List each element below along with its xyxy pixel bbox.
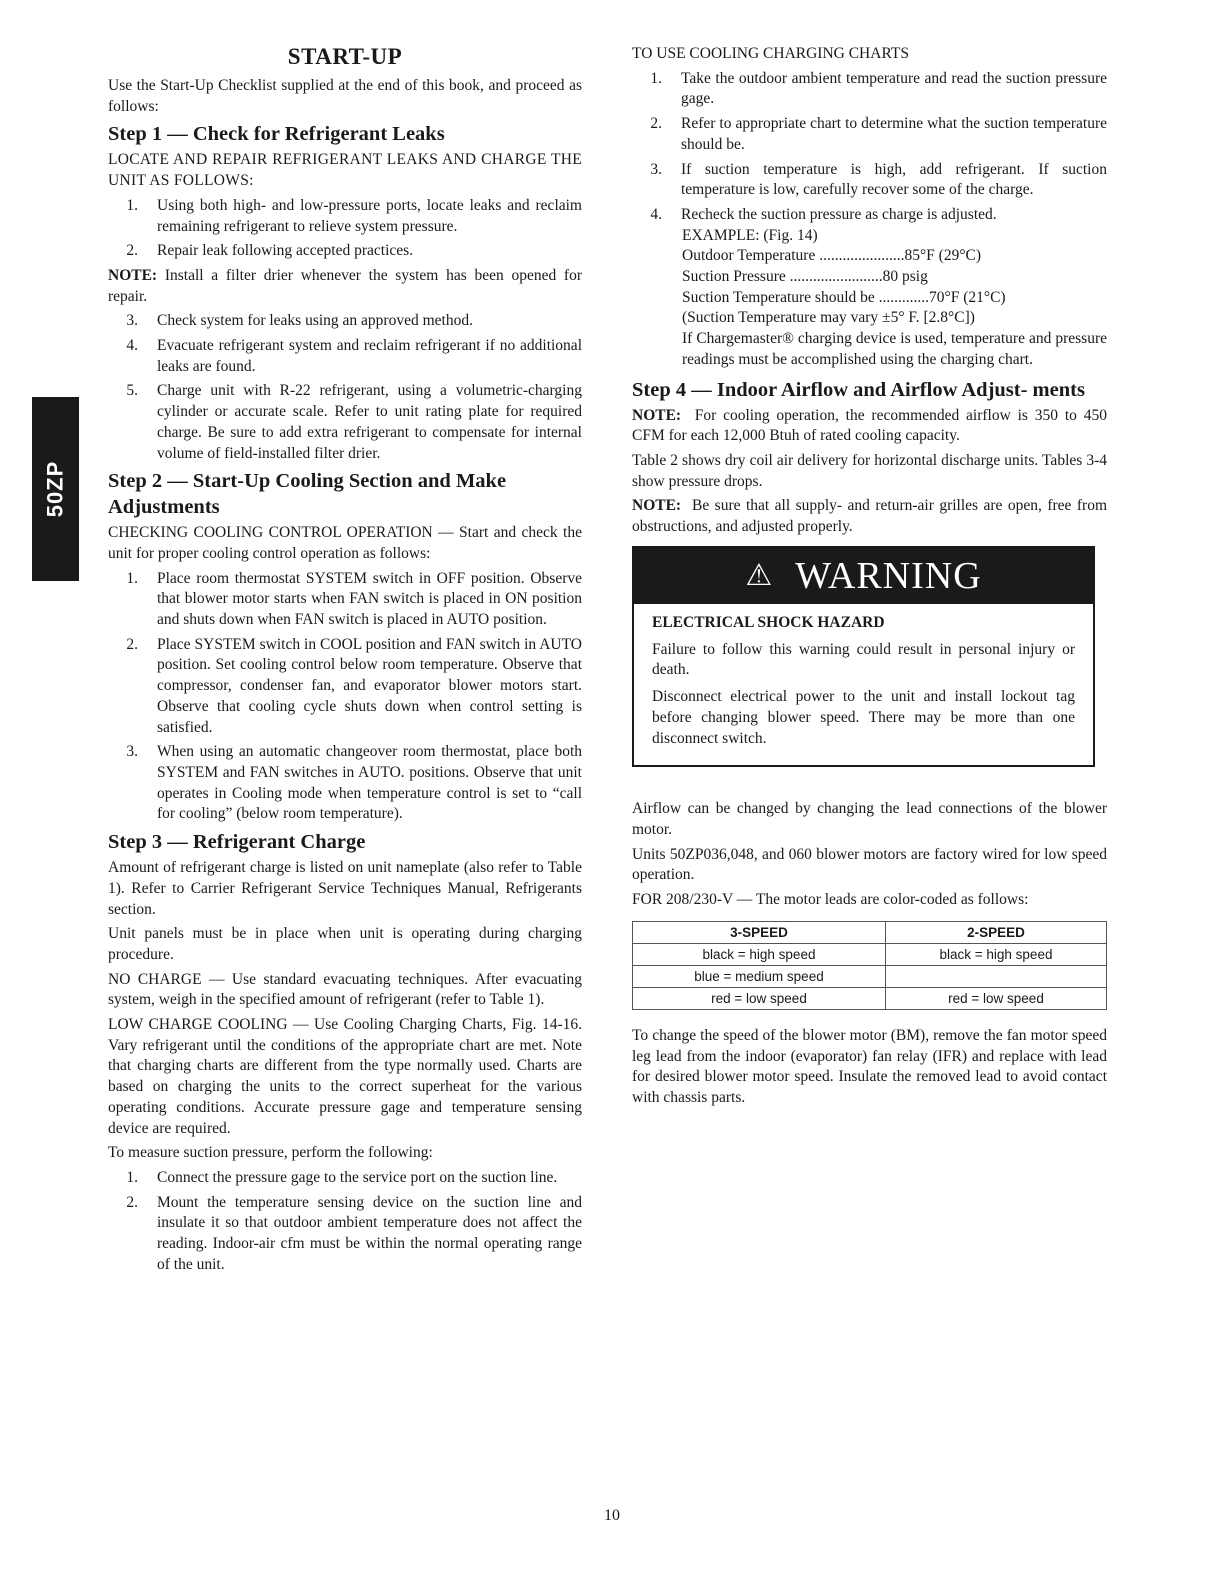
- page-number: 10: [604, 1507, 620, 1524]
- left-column: [108, 44, 582, 1279]
- step1-heading: Step 1 — Check for Refrigerant Leaks: [108, 123, 445, 146]
- section-title: START-UP: [287, 44, 403, 69]
- example-line: Suction Temperature should be .............70°F (21°C): [682, 288, 1006, 306]
- table-cell: red = low speed: [633, 987, 886, 1009]
- table-header: 2-SPEED: [885, 921, 1106, 943]
- warning-triangle-icon: ⚠: [745, 559, 774, 593]
- list-item: 4. Recheck the suction pressure as charge is adjusted.: [650, 205, 997, 223]
- speed-table: [632, 921, 1107, 1010]
- step4-paragraph: Table 2 shows dry coil air delivery for horizontal discharge units. Tables 3-4 show pressure drops.: [632, 451, 1107, 490]
- warning-box: [632, 546, 1095, 768]
- example-line: (Suction Temperature may vary ±5° F. [2.8°C]): [682, 309, 975, 327]
- warning-title: ELECTRICAL SHOCK HAZARD: [652, 613, 885, 631]
- list-item: 3. Check system for leaks using an approved method.: [126, 312, 473, 330]
- table-row: [633, 987, 1107, 1009]
- airflow-paragraph: FOR 208/230-V — The motor leads are color-coded as follows:: [632, 891, 1029, 909]
- side-tab-label: 50ZP: [42, 460, 68, 518]
- example-line: Outdoor Temperature ......................85°F (29°C): [682, 247, 982, 265]
- airflow-paragraph: Airflow can be changed by changing the lead connections of the blower motor.: [632, 800, 1107, 838]
- step3-paragraph: LOW CHARGE COOLING — Use Cooling Charging Charts, Fig. 14-16. Vary refrigerant until the conditions of the appropriate chart are met. Note that charging charts are different from the type normally used. Charts are based on charging the units to the correct superheat for the various operating conditions. Accurate pressure gage and temperature sensing device are required.: [108, 1016, 582, 1137]
- airflow-paragraph: Units 50ZP036,048, and 060 blower motors are factory wired for low speed operation.: [632, 845, 1107, 884]
- table-cell: red = low speed: [885, 987, 1106, 1009]
- step1-lead: LOCATE AND REPAIR REFRIGERANT LEAKS AND CHARGE THE UNIT AS FOLLOWS:: [108, 151, 582, 190]
- example-line: Suction Pressure ........................80 psig: [682, 268, 928, 286]
- step3-paragraph: NO CHARGE — Use standard evacuating techniques. After evacuating system, weigh in the specified amount of refrigerant (refer to Table 1).: [108, 970, 582, 1009]
- list-item: 4. Evacuate refrigerant system and reclaim refrigerant if no additional leaks are found.: [126, 337, 582, 375]
- table-cell: [885, 965, 1106, 987]
- table-cell: blue = medium speed: [633, 965, 886, 987]
- step3-paragraph: To measure suction pressure, perform the following:: [108, 1144, 433, 1162]
- warning-banner-text: WARNING: [795, 554, 982, 597]
- step2-heading: Step 2 — Start-Up Cooling Section and Make Adjustments: [108, 470, 507, 519]
- list-item: 3. If suction temperature is high, add refrigerant. If suction temperature is low, carefully recover some of the charge.: [650, 160, 1107, 199]
- step4-note: NOTE: For cooling operation, the recommended airflow is 350 to 450 CFM for each 12,000 Btuh of rated cooling capacity.: [632, 406, 1107, 445]
- list-item: 2. Place SYSTEM switch in COOL position and FAN switch in AUTO position. Set cooling control below room temperature. Observe that compressor, condenser fan, and evaporator blower motors start. Observe that cooling cycle shuts down when control setting is satisfied.: [126, 635, 582, 736]
- table-cell: black = high speed: [885, 943, 1106, 965]
- list-item: 3. When using an automatic changeover room thermostat, place both SYSTEM and FAN switches in AUTO. positions. Observe that unit operates in Cooling mode when temperature control is set to “call for cooling” (below room temperature).: [126, 743, 582, 823]
- list-item: 1. Using both high- and low-pressure ports, locate leaks and reclaim remaining refrigerant to relieve system pressure.: [126, 196, 582, 235]
- step2-lead: CHECKING COOLING CONTROL OPERATION — Start and check the unit for proper cooling control operation as follows:: [108, 524, 582, 562]
- table-cell: black = high speed: [633, 943, 886, 965]
- example-block: [632, 226, 1107, 371]
- warning-paragraph: Failure to follow this warning could result in personal injury or death.: [652, 640, 1075, 679]
- step4-note: NOTE: Be sure that all supply- and return-air grilles are open, free from obstructions, and adjusted properly.: [632, 497, 1107, 536]
- table-row: [633, 965, 1107, 987]
- list-item: 2. Refer to appropriate chart to determine what the suction temperature should be.: [650, 115, 1107, 153]
- right-column: [632, 44, 1107, 1113]
- list-item: 2. Repair leak following accepted practices.: [126, 242, 414, 260]
- list-item: 5. Charge unit with R-22 refrigerant, using a volumetric-charging cylinder or accurate scale. Refer to unit rating plate for required charge. Be sure to add extra refrigerant to compensate for internal volume of field-installed filter drier.: [126, 382, 582, 462]
- example-line: EXAMPLE: (Fig. 14): [682, 226, 818, 244]
- final-paragraph: To change the speed of the blower motor (BM), remove the fan motor speed leg lead from the indoor (evaporator) fan relay (IFR) and replace with lead for desired blower motor speed. Insulate the removed lead to avoid contact with chassis parts.: [632, 1026, 1107, 1106]
- step3-paragraph: Unit panels must be in place when unit is operating during charging procedure.: [108, 925, 582, 963]
- table-row: [633, 943, 1107, 965]
- warning-paragraph: Disconnect electrical power to the unit and install lockout tag before changing blower speed. There may be more than one disconnect switch.: [652, 688, 1075, 747]
- list-item: 1. Place room thermostat SYSTEM switch in OFF position. Observe that blower motor starts when FAN switch is placed in ON position and shuts down when FAN switch is placed in AUTO position.: [126, 569, 582, 629]
- intro-paragraph: Use the Start-Up Checklist supplied at the end of this book, and proceed as follows:: [108, 77, 582, 115]
- step3-heading: Step 3 — Refrigerant Charge: [108, 831, 366, 854]
- list-item: 1. Connect the pressure gage to the service port on the suction line.: [126, 1168, 558, 1186]
- step3-paragraph: Amount of refrigerant charge is listed on unit nameplate (also refer to Table 1). Refer to Carrier Refrigerant Service Techniques Manual, Refrigerants section.: [108, 859, 582, 918]
- step1-note: NOTE: Install a filter drier whenever the system has been opened for repair.: [108, 266, 582, 305]
- list-item: 2. Mount the temperature sensing device on the suction line and insulate it so that outdoor ambient temperature does not affect the reading. Indoor-air cfm must be within the normal operating range of the unit.: [126, 1193, 582, 1273]
- list-item: 1. Take the outdoor ambient temperature and read the suction pressure gage.: [650, 69, 1107, 108]
- example-line: If Chargemaster® charging device is used, temperature and pressure readings must be accomplished using the charging chart.: [682, 330, 1107, 368]
- table-header: 3-SPEED: [633, 921, 886, 943]
- step4-heading: Step 4 — Indoor Airflow and Airflow Adjust- ments: [632, 378, 1085, 401]
- side-tab: [32, 397, 79, 581]
- warning-banner: [634, 548, 1093, 604]
- charts-heading: TO USE COOLING CHARGING CHARTS: [632, 45, 909, 62]
